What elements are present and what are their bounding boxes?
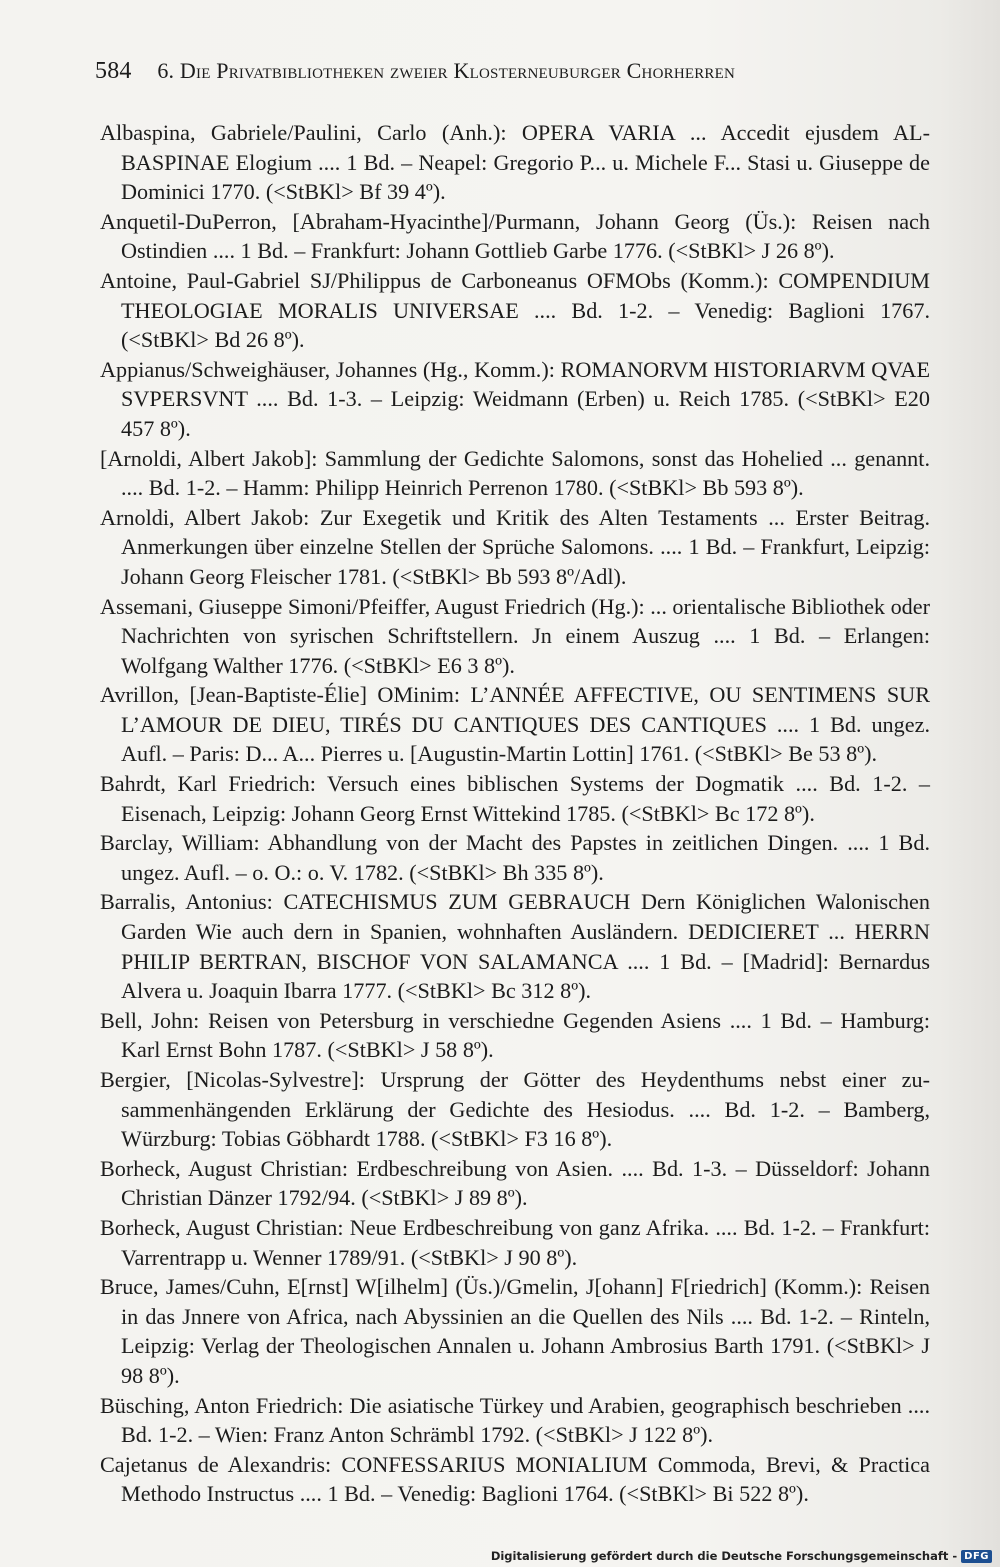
digitization-credit (491, 1549, 992, 1563)
bibliography-entry: Anquetil-DuPerron, [Abraham-Hyacinthe]/Purmann, Johann Georg (Üs.): Reisen nach Ostindien .... 1 Bd. – Frankfurt: Johann Gottlieb Garbe 1776. (<StBKl> J 26 8º). (100, 208, 930, 264)
bibliography-list (100, 118, 930, 1509)
bibliography-entry: Büsching, Anton Friedrich: Die asiatische Türkey und Arabien, geographisch beschrieben .... Bd. 1-2. – Wien: Franz Anton Schrämbl 1792. (<StBKl> J 122 8º). (100, 1392, 930, 1448)
credit-text: Digitalisierung gefördert durch die Deutsche Forschungsgemeinschaft - (490, 1549, 958, 1563)
bibliography-entry: Bahrdt, Karl Friedrich: Versuch eines biblischen Systems der Dogmatik .... Bd. 1-2. – Eisenach, Leipzig: Johann Georg Ernst Wittekind 1785. (<StBKl> Bc 172 8º). (100, 771, 930, 826)
bibliography-entry: Antoine, Paul-Gabriel SJ/Philippus de Carboneanus OFMObs (Komm.): COMPENDIUM THEOLOGIAE MORALIS UNIVERSAE .... Bd. 1-2. – Venedig: Baglioni 1767. (<StBKl> Bd 26 8º). (100, 267, 930, 353)
dfg-logo: DFG (961, 1550, 992, 1563)
page-header (95, 58, 895, 85)
bibliography-entry: Barclay, William: Abhandlung von der Macht des Papstes in zeitlichen Dingen. .... 1 Bd. ungez. Aufl. – o. O.: o. V. 1782. (<StBKl> Bh 335 8º). (100, 830, 930, 885)
bibliography-entry: Borheck, August Christian: Neue Erdbeschreibung von ganz Afrika. .... Bd. 1-2. – Frankfurt: Varrentrapp u. Wenner 1789/91. (<StBKl> J 90 8º). (100, 1214, 930, 1270)
bibliography-entry: Bruce, James/Cuhn, E[rnst] W[ilhelm] (Üs.)/Gmelin, J[ohann] F[riedrich] (Komm.): Reisen in das Jnnere von Africa, nach Abyssinien an die Quellen des Nils .... Bd. 1-2. – Rinteln, Leipzig: Verlag der Theologischen Annalen u. Johann Ambrosius Barth 1791. (<StBKl> J 98 8º). (100, 1274, 930, 1388)
bibliography-entry: Albaspina, Gabriele/Paulini, Carlo (Anh.): OPERA VARIA ... Accedit ejusdem ALBASPINAE Elogium .... 1 Bd. – Neapel: Gregorio P... u. Michele F... Stasi u. Giuseppe de Dominici 1770. (<StBKl> Bf 39 4º). (100, 120, 930, 205)
bibliography-entry: Cajetanus de Alexandris: CONFESSARIUS MONIALIUM Commoda, Brevi, & Practica Methodo Instructus .... 1 Bd. – Venedig: Baglioni 1764. (<StBKl> Bi 522 8º). (100, 1451, 930, 1507)
running-title: 6. Die Privatbibliotheken zweier Klosterneuburger Chorherren (157, 58, 736, 83)
bibliography-entry: Avrillon, [Jean-Baptiste-Élie] OMinim: L’ANNÉE AFFECTIVE, OU SENTIMENS SUR L’AMOUR DE DIEU, TIRÉS DU CANTIQUES DES CANTIQUES .... 1 Bd. ungez. Aufl. – Paris: D... A... Pierres u. [Augustin-Martin Lottin] 1761. (<StBKl> Be 53 8º). (100, 682, 930, 767)
bibliography-entry: Borheck, August Christian: Erdbeschreibung von Asien. .... Bd. 1-3. – Düsseldorf: Johann Christian Dänzer 1792/94. (<StBKl> J 89 8º). (100, 1155, 930, 1211)
bibliography-entry: Arnoldi, Albert Jakob: Zur Exegetik und Kritik des Alten Testaments ... Erster Beitrag. Anmerkungen über einzelne Stellen der Sprüche Salomons. .... 1 Bd. – Frankfurt, Leipzig: Johann Georg Fleischer 1781. (<StBKl> Bb 593 8º/Adl). (100, 504, 930, 589)
bibliography-entry: Barralis, Antonius: CATECHISMUS ZUM GEBRAUCH Dern Königlichen Walonischen Garden Wie auch dern in Spanien, wohnhaften Ausländern. DEDICIERET ... HERRN PHILIP BERTRAN, BISCHOF VON SALAMANCA .... 1 Bd. – [Madrid]: Bernardus Alvera u. Joaquin Ibarra 1777. (<StBKl> Bc 312 8º). (100, 889, 930, 1004)
bibliography-entry: Assemani, Giuseppe Simoni/Pfeiffer, August Friedrich (Hg.): ... orientalische Bibliothek oder Nachrichten von syrischen Schriftstellern. Jn einem Auszug .... 1 Bd. – Erlangen: Wolfgang Walther 1776. (<StBKl> E6 3 8º). (100, 593, 930, 678)
bibliography-entry: Bergier, [Nicolas-Sylvestre]: Ursprung der Götter des Heydenthums nebst einer zusammenhängenden Erklärung der Gedichte des Hesiodus. .... Bd. 1-2. – Bamberg, Würzburg: Tobias Göbhardt 1788. (<StBKl> F3 16 8º). (100, 1067, 930, 1152)
bibliography-entry: [Arnoldi, Albert Jakob]: Sammlung der Gedichte Salomons, sonst das Hohelied ... genannt. .... Bd. 1-2. – Hamm: Philipp Heinrich Perrenon 1780. (<StBKl> Bb 593 8º). (100, 445, 930, 501)
bibliography-entry: Appianus/Schweighäuser, Johannes (Hg., Komm.): ROMANORVM HISTORIARVM QVAE SVPERSVNT .... Bd. 1-3. – Leipzig: Weidmann (Erben) u. Reich 1785. (<StBKl> E20 457 8º). (100, 356, 930, 441)
page-number: 584 (95, 58, 132, 84)
bibliography-entry: Bell, John: Reisen von Petersburg in verschiedne Gegenden Asiens .... 1 Bd. – Hamburg: Karl Ernst Bohn 1787. (<StBKl> J 58 8º). (100, 1007, 930, 1063)
